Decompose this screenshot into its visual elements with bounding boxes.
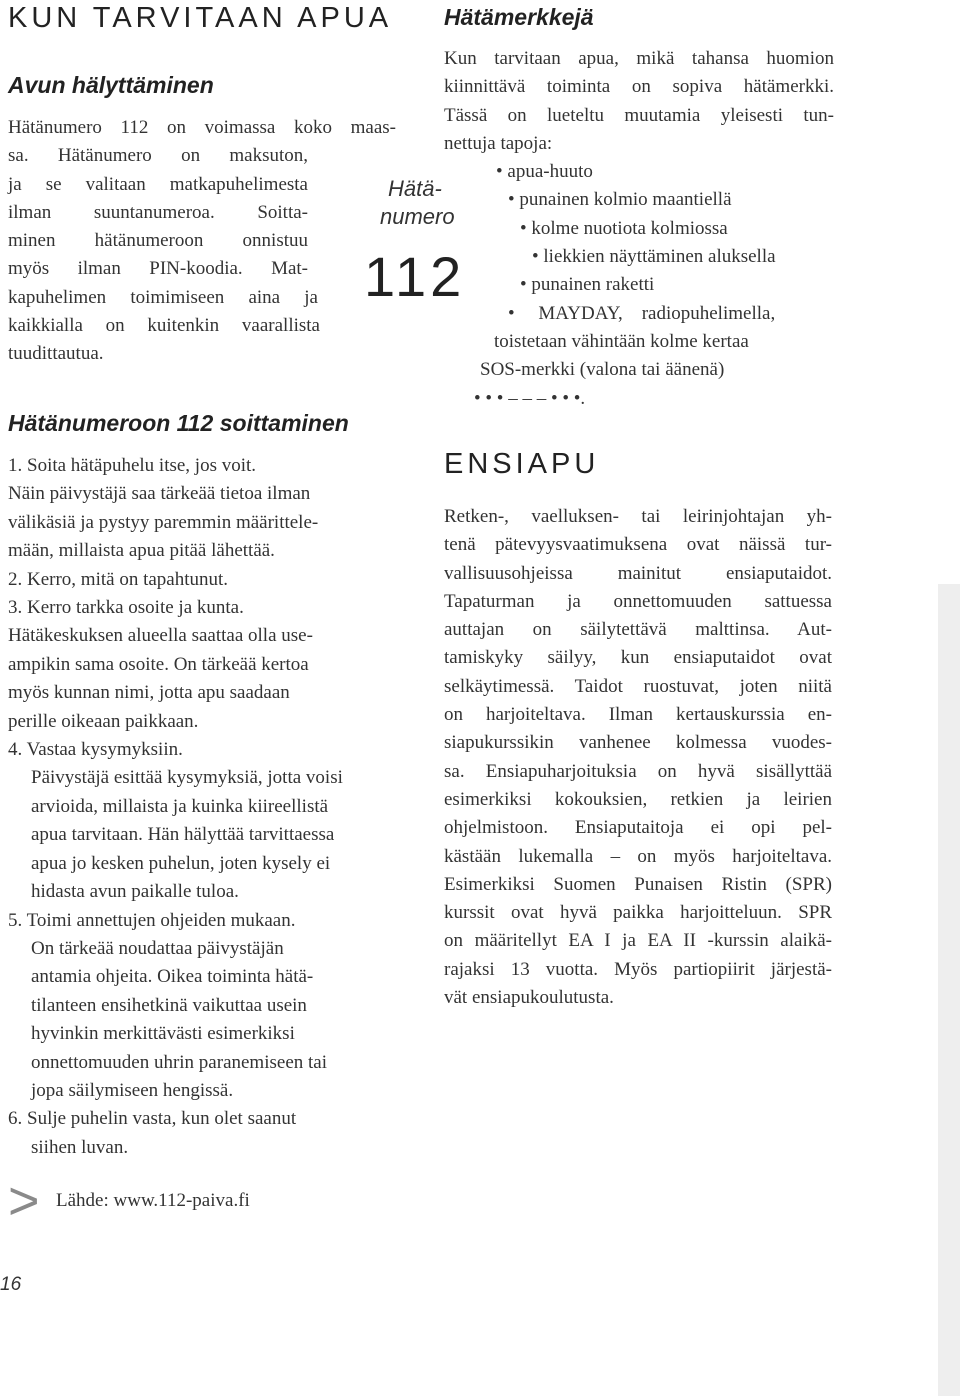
step-line: 3. Kerro tarkka osoite ja kunta. xyxy=(8,597,244,619)
paragraph-line: ilman suuntanumeroa. Soitta- xyxy=(8,201,308,223)
first-aid-line: selkäytimessä. Taidot ruostuvat, joten niitä xyxy=(444,675,832,697)
paragraph-line: kaikkialla on kuitenkin vaarallista xyxy=(8,315,320,337)
first-aid-line: rajaksi 13 vuotta. Myös partiopiirit järjestä- xyxy=(444,958,832,980)
step-line: perille oikeaan paikkaan. xyxy=(8,710,199,732)
step-line: mään, millaista apua pitää lähettää. xyxy=(8,540,275,562)
side-margin-bar xyxy=(938,584,960,1396)
signal-item: • punainen kolmio maantiellä xyxy=(508,189,732,211)
step-line: apua jo kesken puhelun, joten kysely ei xyxy=(31,852,331,874)
signals-block xyxy=(444,45,834,413)
signal-item: • MAYDAY, radiopuhelimella, xyxy=(508,302,776,324)
paragraph-line: tuudittautua. xyxy=(8,343,104,365)
paragraph-line: ja se valitaan matkapuhelimesta xyxy=(8,173,308,195)
step-line: ampikin sama osoite. On tärkeää kertoa xyxy=(8,653,309,675)
signal-item: • apua-huuto xyxy=(496,161,593,183)
step-line: hyvinkin merkittävästi esimerkiksi xyxy=(31,1023,295,1045)
first-aid-line: vät ensiapukoulutusta. xyxy=(444,987,614,1009)
first-aid-line: sa. Ensiapuharjoituksia on hyvä sisällyttää xyxy=(444,760,832,782)
step-line: arvioida, millaista ja kuinka kiireellistä xyxy=(31,795,329,817)
first-aid-line: tamiskyky säilyy, kun ensiaputaidot ovat xyxy=(444,647,832,669)
paragraph-line: myös ilman PIN-koodia. Mat- xyxy=(8,258,308,280)
signal-item: toistetaan vähintään kolme kertaa xyxy=(494,330,749,352)
intro-line: Tässä on lueteltu muutamia yleisesti tun- xyxy=(444,104,834,126)
step-line: onnettomuuden uhrin paranemiseen tai xyxy=(31,1051,327,1073)
signal-item: • punainen raketti xyxy=(520,274,655,296)
paragraph-line: Hätänumero 112 on voimassa koko maas- xyxy=(8,117,396,138)
source-note xyxy=(8,1171,250,1231)
badge-word-line1: Hätä- xyxy=(388,176,442,201)
first-aid-line: vallisuusohjeissa mainitut ensiaputaidot. xyxy=(444,562,832,584)
first-aid-line: tenä pätevyysvaatimuksena ovat näissä tur- xyxy=(444,534,832,556)
step-line: Näin päivystäjä saa tärkeää tietoa ilman xyxy=(8,483,311,505)
source-text: Lähde: www.112-paiva.fi xyxy=(56,1190,250,1211)
step-line: Päivystäjä esittää kysymyksiä, jotta voisi xyxy=(31,767,343,789)
first-aid-line: on harjoiteltava. Ilman kertauskurssia en- xyxy=(444,704,832,726)
step-line: On tärkeää noudattaa päivystäjän xyxy=(31,937,284,959)
first-aid-line: siapukurssikin vanhenee kolmessa vuodes- xyxy=(444,732,832,754)
first-aid-paragraph xyxy=(444,503,832,1012)
calling-steps-list xyxy=(8,452,396,1162)
first-aid-line: auttajan on säilytettävä malttinsa. Aut- xyxy=(444,619,832,641)
step-line: 5. Toimi annettujen ohjeiden mukaan. xyxy=(8,909,296,931)
intro-line: kiinnittävä toiminta on sopiva hätämerkki. xyxy=(444,76,834,98)
badge-word-line2: numero xyxy=(380,204,455,229)
step-line: apua tarvitaan. Hän hälyttää tarvittaessa xyxy=(31,824,335,846)
step-line: siihen luvan. xyxy=(31,1136,129,1158)
step-line: 4. Vastaa kysymyksiin. xyxy=(8,739,183,761)
step-line: 2. Kerro, mitä on tapahtunut. xyxy=(8,568,229,590)
section-title-first-aid: ENSIAPU xyxy=(444,448,600,480)
chevron-right-icon: > xyxy=(8,1171,40,1231)
page-title: KUN TARVITAAN APUA xyxy=(8,2,393,34)
step-line: antamia ohjeita. Oikea toiminta hätä- xyxy=(31,966,314,988)
emergency-number: 112 xyxy=(364,245,466,308)
step-line: jopa säilymiseen hengissä. xyxy=(31,1079,234,1101)
step-line: Hätäkeskuksen alueella saattaa olla use- xyxy=(8,625,313,647)
paragraph-line: kapuhelimen toimimiseen aina ja xyxy=(8,286,318,308)
first-aid-line: esimerkiksi kokouksien, retkien ja leirien xyxy=(444,788,832,810)
step-line: tilanteen ensihetkinä vaikuttaa usein xyxy=(31,994,307,1016)
step-line: välikäsiä ja pystyy paremmin määrittele- xyxy=(8,511,319,533)
first-aid-line: Tapaturman ja onnettomuuden sattuessa xyxy=(444,590,832,612)
step-line: hidasta avun paikalle tuloa. xyxy=(31,881,239,903)
step-line: myös kunnan nimi, jotta apu saadaan xyxy=(8,682,290,704)
signal-item: SOS-merkki (valona tai äänenä) xyxy=(480,359,725,381)
first-aid-line: Esimerkiksi Suomen Punaisen Ristin (SPR) xyxy=(444,873,832,895)
paragraph-line: sa. Hätänumero on maksuton, xyxy=(8,145,308,167)
intro-line: nettuja tapoja: xyxy=(444,132,553,154)
first-aid-line: ohjelmistoon. Ensiaputaitoja ei opi pel- xyxy=(444,817,832,839)
signal-item: • kolme nuotiota kolmiossa xyxy=(520,217,728,239)
step-line: 6. Sulje puhelin vasta, kun olet saanut xyxy=(8,1108,297,1130)
signal-item: • liekkien näyttäminen aluksella xyxy=(532,246,776,268)
first-aid-line: on määritellyt EA I ja EA II -kurssin alaikä- xyxy=(444,930,832,952)
signal-item: • • • – – – • • •. xyxy=(474,387,586,409)
page-number: 16 xyxy=(0,1274,22,1295)
section-heading-signals: Hätämerkkejä xyxy=(444,4,594,30)
first-aid-line: kurssit ovat hyvä paikka harjoitteluun. SPR xyxy=(444,902,832,924)
section-heading-calling: Hätänumeroon 112 soittaminen xyxy=(8,410,349,436)
first-aid-line: Retken-, vaelluksen- tai leirinjohtajan yh- xyxy=(444,506,832,527)
first-aid-line: kästään lukemalla – on myös harjoiteltava. xyxy=(444,845,832,867)
section-heading-alarm: Avun hälyttäminen xyxy=(8,72,214,98)
intro-line: Kun tarvitaan apua, mikä tahansa huomion xyxy=(444,48,834,69)
step-line: 1. Soita hätäpuhelu itse, jos voit. xyxy=(8,455,257,476)
alarm-paragraph xyxy=(8,114,396,369)
paragraph-line: minen hätänumeroon onnistuu xyxy=(8,230,308,252)
